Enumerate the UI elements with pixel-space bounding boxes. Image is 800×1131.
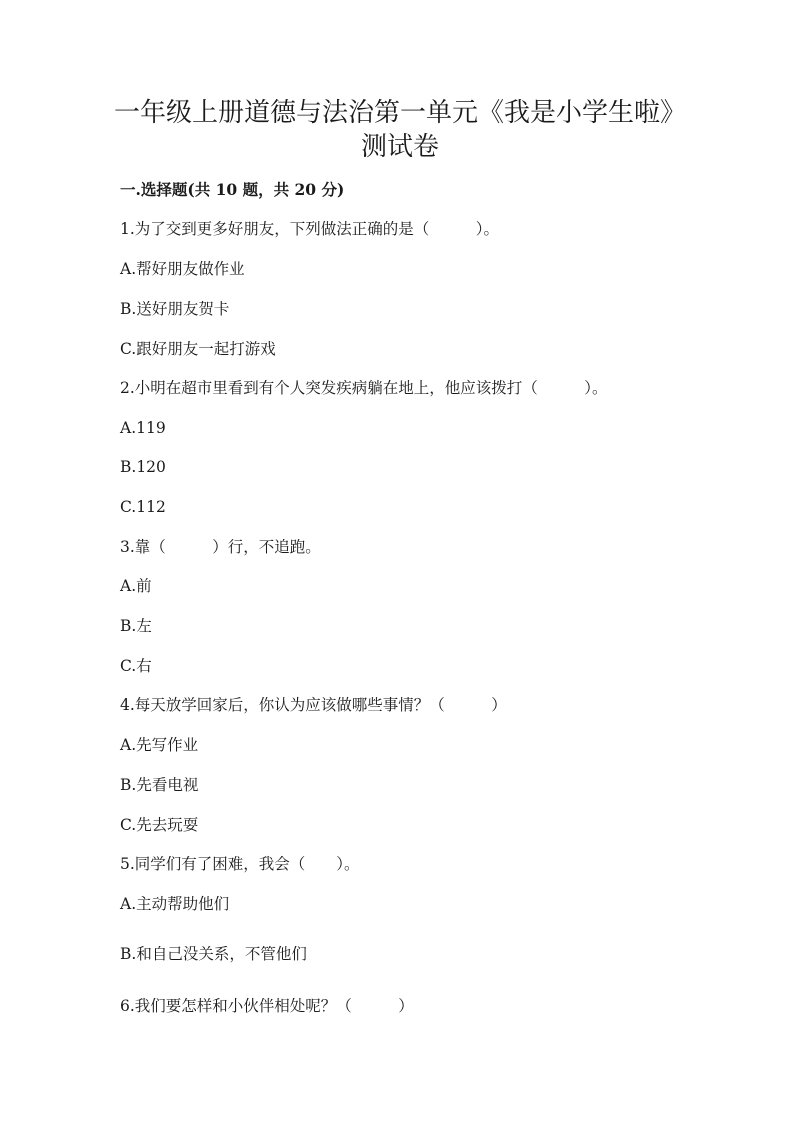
section-heading: 一.选择题(共 10 题，共 20 分)	[120, 180, 345, 199]
option-c: C.先去玩耍	[120, 816, 199, 834]
question-stem: 1.为了交到更多好朋友，下列做法正确的是（ ）。	[120, 220, 500, 238]
exam-title-line1: 一年级上册道德与法治第一单元《我是小学生啦》	[113, 98, 686, 128]
option-b: B.120	[120, 458, 166, 476]
option-b: B.和自己没关系，不管他们	[120, 945, 307, 963]
question-stem: 3.靠（ ）行，不追跑。	[120, 538, 321, 556]
option-a: A.帮好朋友做作业	[120, 260, 245, 278]
option-a: A.119	[120, 419, 166, 437]
option-a: A.先写作业	[120, 736, 199, 754]
question-stem: 5.同学们有了困难，我会（ ）。	[120, 855, 360, 873]
question-stem: 2.小明在超市里看到有个人突发疾病躺在地上，他应该拨打（ ）。	[120, 379, 608, 397]
option-b: B.送好朋友贺卡	[120, 300, 230, 318]
option-b: B.左	[120, 617, 152, 635]
option-c: C.右	[120, 657, 152, 675]
question-stem: 6.我们要怎样和小伙伴相处呢？（ ）	[120, 997, 414, 1015]
option-b: B.先看电视	[120, 776, 199, 794]
option-a: A.主动帮助他们	[120, 895, 230, 913]
option-c: C.112	[120, 498, 166, 516]
question-stem: 4.每天放学回家后，你认为应该做哪些事情？（ ）	[120, 696, 507, 714]
option-c: C.跟好朋友一起打游戏	[120, 340, 276, 358]
option-a: A.前	[120, 577, 152, 595]
exam-title-line2: 测试卷	[360, 132, 439, 162]
